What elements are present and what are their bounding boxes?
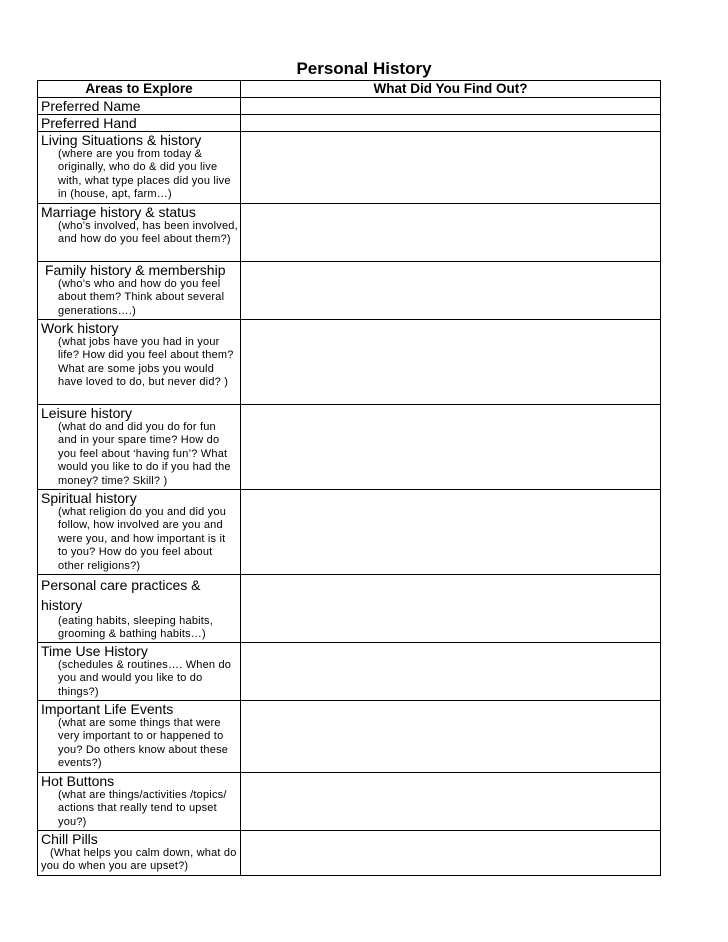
area-cell — [38, 320, 241, 405]
header-row — [38, 81, 661, 98]
answer-cell-marriage-history[interactable] — [241, 204, 661, 262]
row-leisure-history — [38, 405, 661, 490]
answer-cell-chill-pills[interactable] — [241, 830, 661, 875]
answer-cell-personal-care[interactable] — [241, 575, 661, 643]
answer-cell-time-use-history[interactable] — [241, 642, 661, 700]
row-family-history — [38, 262, 661, 320]
area-description: (What helps you calm down, what do you do when you are upset?) — [41, 846, 237, 873]
area-cell — [38, 830, 241, 875]
answer-cell-spiritual-history[interactable] — [241, 490, 661, 575]
area-cell — [38, 262, 241, 320]
row-chill-pills — [38, 830, 661, 875]
area-description: (what do and did you do for fun and in your spare time? How do you feel about ‘having fun’? What would you like to do if you had the money? time? Skill? ) — [58, 421, 231, 487]
area-description: (who’s who and how do you feel about them? Think about several generations….) — [58, 278, 225, 317]
area-title: Important Life Events — [41, 700, 174, 717]
area-title: Marriage history & status — [41, 204, 196, 220]
area-title: Leisure history — [41, 405, 133, 421]
area-title: Family history & membership — [45, 262, 226, 278]
answer-cell-living-situations[interactable] — [241, 132, 661, 204]
area-description: (schedules & routines…. When do you and would you like to do things?) — [58, 658, 232, 698]
area-description: (what jobs have you had in your life? How did you feel about them? What are some jobs you would have loved to do, but never did? ) — [58, 336, 234, 389]
answer-cell-important-life-events[interactable] — [241, 700, 661, 772]
personal-history-table — [37, 80, 661, 876]
answer-cell-preferred-hand[interactable] — [241, 115, 661, 132]
area-title: Work history — [41, 320, 119, 336]
area-title: Preferred Hand — [41, 115, 137, 131]
row-marriage-history — [38, 204, 661, 262]
answer-cell-preferred-name[interactable] — [241, 98, 661, 115]
area-title: Preferred Name — [41, 98, 141, 114]
area-cell — [38, 772, 241, 830]
answer-cell-hot-buttons[interactable] — [241, 772, 661, 830]
area-description: (eating habits, sleeping habits, grooming & bathing habits…) — [58, 615, 213, 641]
row-personal-care — [38, 575, 661, 643]
area-description: (what are things/activities /topics/ actions that really tend to upset you?) — [58, 788, 227, 828]
area-title: Hot Buttons — [41, 772, 115, 789]
area-cell — [38, 204, 241, 262]
area-cell — [38, 405, 241, 490]
row-preferred-name — [38, 98, 661, 115]
answer-cell-work-history[interactable] — [241, 320, 661, 405]
answer-cell-family-history[interactable] — [241, 262, 661, 320]
area-cell — [38, 700, 241, 772]
area-cell — [38, 490, 241, 575]
area-title: Personal care practices & history — [41, 577, 205, 613]
header-areas-to-explore: Areas to Explore — [38, 81, 241, 98]
area-cell — [38, 115, 241, 132]
area-title: Spiritual history — [41, 490, 137, 506]
row-work-history — [38, 320, 661, 405]
row-living-situations — [38, 132, 661, 204]
area-cell — [38, 132, 241, 204]
row-preferred-hand — [38, 115, 661, 132]
page-title: Personal History — [296, 59, 432, 78]
row-spiritual-history — [38, 490, 661, 575]
area-title: Chill Pills — [41, 830, 98, 847]
area-cell — [38, 575, 241, 643]
area-description: (who’s involved, has been involved, and how do you feel about them?) — [58, 220, 238, 246]
area-title: Time Use History — [41, 642, 148, 659]
area-description: (what religion do you and did you follow, how involved are you and were you, and how important is it to you? How do you feel about other religions?) — [58, 506, 227, 572]
header-what-did-you-find-out: What Did You Find Out? — [241, 81, 661, 98]
area-cell — [38, 98, 241, 115]
area-description: (what are some things that were very important to or happened to you? Do others know about these events?) — [58, 716, 229, 770]
row-time-use-history — [38, 642, 661, 700]
answer-cell-leisure-history[interactable] — [241, 405, 661, 490]
area-title: Living Situations & history — [41, 132, 202, 148]
row-important-life-events — [38, 700, 661, 772]
area-cell — [38, 642, 241, 700]
row-hot-buttons — [38, 772, 661, 830]
area-description: (where are you from today & originally, who do & did you live with, what type places did you live in (house, apt, farm…) — [58, 148, 231, 201]
